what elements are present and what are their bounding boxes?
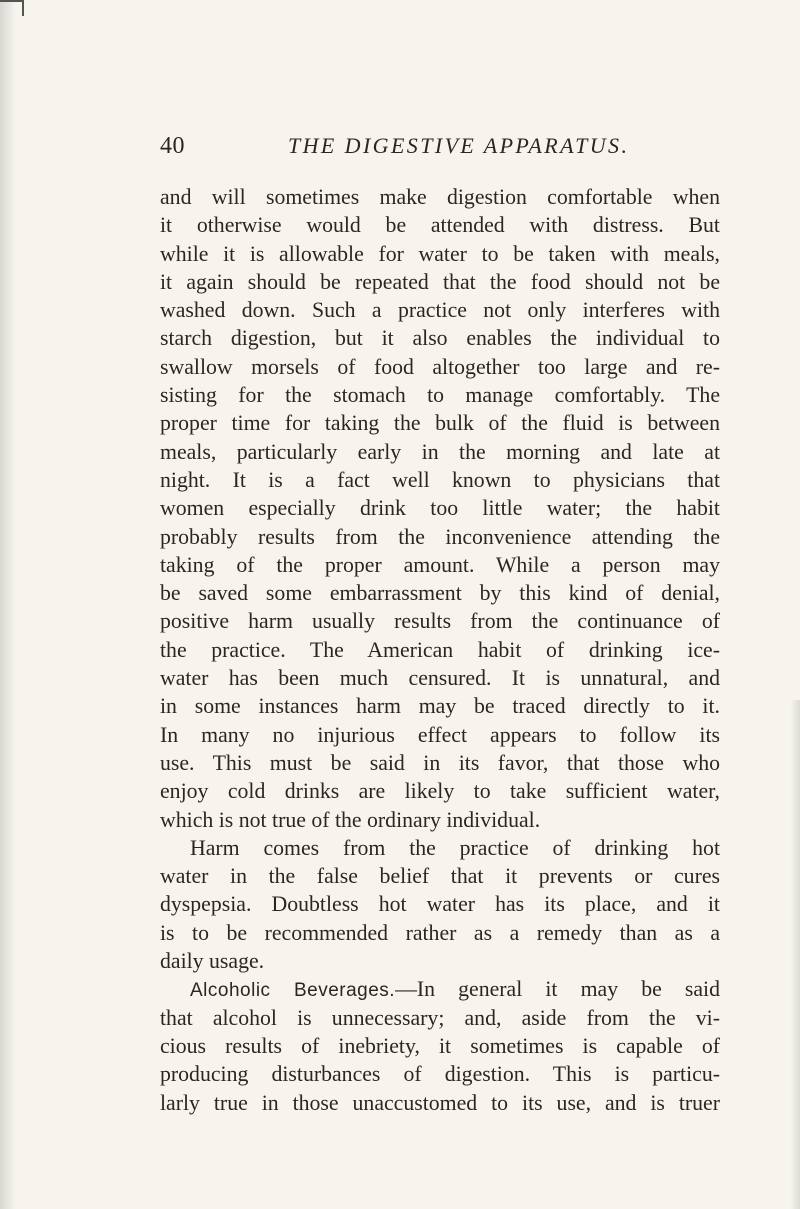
text-line: proper time for taking the bulk of the fluid is between: [160, 411, 720, 436]
text-line: enjoy cold drinks are likely to take sufficient water,: [160, 779, 720, 804]
text-line: be saved some embarrassment by this kind of denial,: [160, 581, 720, 606]
text-line: producing disturbances of digestion. This is particu-: [160, 1062, 720, 1087]
section-heading: Alcoholic Beverages.: [190, 980, 396, 1002]
page-edge-shadow-left: [0, 0, 16, 1209]
text-line: it otherwise would be attended with distress. But: [160, 213, 720, 238]
text-line: positive harm usually results from the continuance of: [160, 609, 720, 634]
text-line: starch digestion, but it also enables the individual to: [160, 326, 720, 351]
text-line: swallow morsels of food altogether too large and re-: [160, 354, 720, 379]
text-line-with-heading: [160, 975, 720, 1003]
text-line: water has been much censured. It is unnatural, and: [160, 666, 720, 691]
text-line: meals, particularly early in the morning and late at: [160, 439, 720, 464]
text-line: larly true in those unaccustomed to its use, and is truer: [160, 1090, 720, 1115]
page-header: [160, 133, 720, 163]
running-head: THE DIGESTIVE APPARATUS.: [288, 133, 630, 158]
text-line: dyspepsia. Doubtless hot water has its place, and it: [160, 892, 720, 917]
text-line: use. This must be said in its favor, that those who: [160, 750, 720, 775]
text-line: it again should be repeated that the food should not be: [160, 269, 720, 294]
text-line: Harm comes from the practice of drinking hot: [190, 835, 720, 860]
text-line: women especially drink too little water; the habit: [160, 496, 720, 521]
text-line: night. It is a fact well known to physicians that: [160, 467, 720, 492]
text-line: sisting for the stomach to manage comfortably. The: [160, 383, 720, 408]
text-line: that alcohol is unnecessary; and, aside from the vi-: [160, 1005, 720, 1030]
text-line: In many no injurious effect appears to follow its: [160, 722, 720, 747]
corner-mark: [0, 0, 24, 16]
text-line: the practice. The American habit of drinking ice-: [160, 637, 720, 662]
text-line: cious results of inebriety, it sometimes is capable of: [160, 1033, 720, 1058]
text-line: and will sometimes make digestion comfortable when: [160, 185, 720, 209]
text-line: taking of the proper amount. While a person may: [160, 552, 720, 577]
text-line: daily usage.: [160, 949, 265, 974]
text-line: which is not true of the ordinary individual.: [160, 807, 541, 832]
text-line: washed down. Such a practice not only interferes with: [160, 298, 720, 323]
text-run: —In general it may be said: [395, 977, 720, 1002]
text-line: probably results from the inconvenience attending the: [160, 524, 720, 549]
text-line: while it is allowable for water to be taken with meals,: [160, 241, 720, 266]
page-number: 40: [160, 133, 185, 159]
text-line: water in the false belief that it prevents or cures: [160, 864, 720, 889]
text-line: is to be recommended rather as a remedy than as a: [160, 920, 720, 945]
text-line: in some instances harm may be traced directly to it.: [160, 694, 720, 719]
body-text: [160, 183, 720, 1117]
page-edge-shadow-right: [790, 700, 800, 1209]
